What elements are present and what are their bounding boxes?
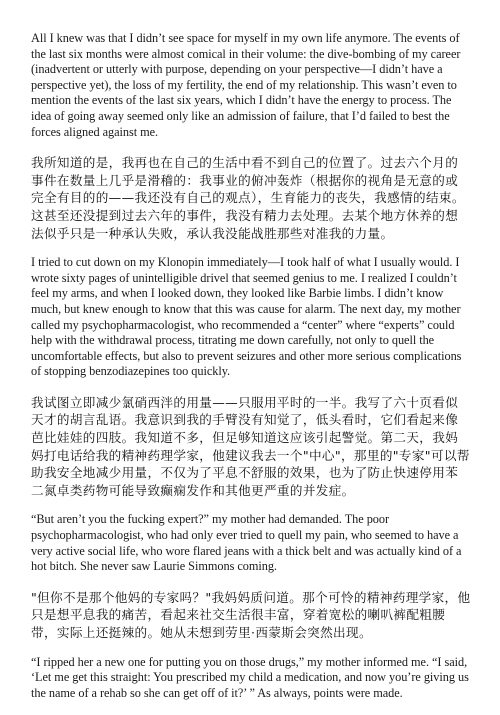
paragraph-en-3: “But aren’t you the fucking expert?” my mother had demanded. The poor psychopharmacologist, who had only ever tried to quell my pain, who seemed to have a very active social life, who wore flared jeans with a thick belt and was actually kind of a hot bitch. She never saw Laurie Simmons coming. (31, 512, 462, 574)
paragraph-en-4: “I ripped her a new one for putting you on those drugs,” my mother informed me. “I said, ‘Let me get this straight: You prescribed my child a medication, and now you’re giving us the name of a rehab so she can get off of it?’ ” As always, points were made. (31, 654, 469, 700)
paragraph-zh-1: 我所知道的是，我再也在自己的生活中看不到自己的位置了。过去六个月的事件在数量上几乎是滑稽的：我事业的俯冲轰炸（根据你的视角是无意的或完全有目的的——我还没有自己的观点），生育能力的丧失，我感情的结束。这甚至还没提到过去六年的事件，我没有精力去处理。去某个地方休养的想法似乎只是一种承认失败，承认我没能战胜那些对准我的力量。 (31, 155, 465, 241)
paragraph-zh-2: 我试图立即减少氯硝西泮的用量——只服用平时的一半。我写了六十页看似天才的胡言乱语。我意识到我的手臂没有知觉了，低头看时，它们看起来像芭比娃娃的四肢。我知道不多，但足够知道这应该引起警觉。第二天，我妈妈打电话给我的精神药理学家，他建议我去一个"中心"，那里的"专家"可以帮助我安全地减少用量，不仅为了平息不舒服的效果，也为了防止快速停用苯二氮卓类药物可能导致癫痫发作和其他更严重的并发症。 (31, 394, 470, 498)
paragraph-zh-3: "但你不是那个他妈的专家吗？"我妈妈质问道。那个可怜的精神药理学家，他只是想平息我的痛苦，看起来社交生活很丰富，穿着宽松的喇叭裤配粗腰带，实际上还挺辣的。她从未想到劳里·西蒙斯会突然出现。 (31, 589, 471, 640)
paragraph-en-1: All I knew was that I didn’t see space for myself in my own life anymore. The events of the last six months were almost comical in their volume: the dive-bombing of my career (inadvertent or utterly with purpose, depending on your perspective—I didn’t have a perspective yet), the loss of my fertility, the end of my relationship. This wasn’t even to mention the events of the last six years, which I didn’t have the energy to process. The idea of going away seemed only like an admission of failure, that I’d failed to best the forces aligned against me. (31, 31, 461, 139)
document-page (31, 31, 471, 715)
paragraph-en-2: I tried to cut down on my Klonopin immediately—I took half of what I usually would. I wrote sixty pages of unintelligible drivel that seemed genius to me. I realized I couldn’t feel my arms, and when I looked down, they looked like Barbie limbs. I didn’t know much, but knew enough to know that this was cause for alarm. The next day, my mother called my psychopharmacologist, who recommended a “center” where “experts” could help with the withdrawal process, titrating me down carefully, not only to quell the uncomfortable effects, but also to prevent seizures and other more serious complications of stopping benzodiazepines too quickly. (31, 255, 462, 379)
